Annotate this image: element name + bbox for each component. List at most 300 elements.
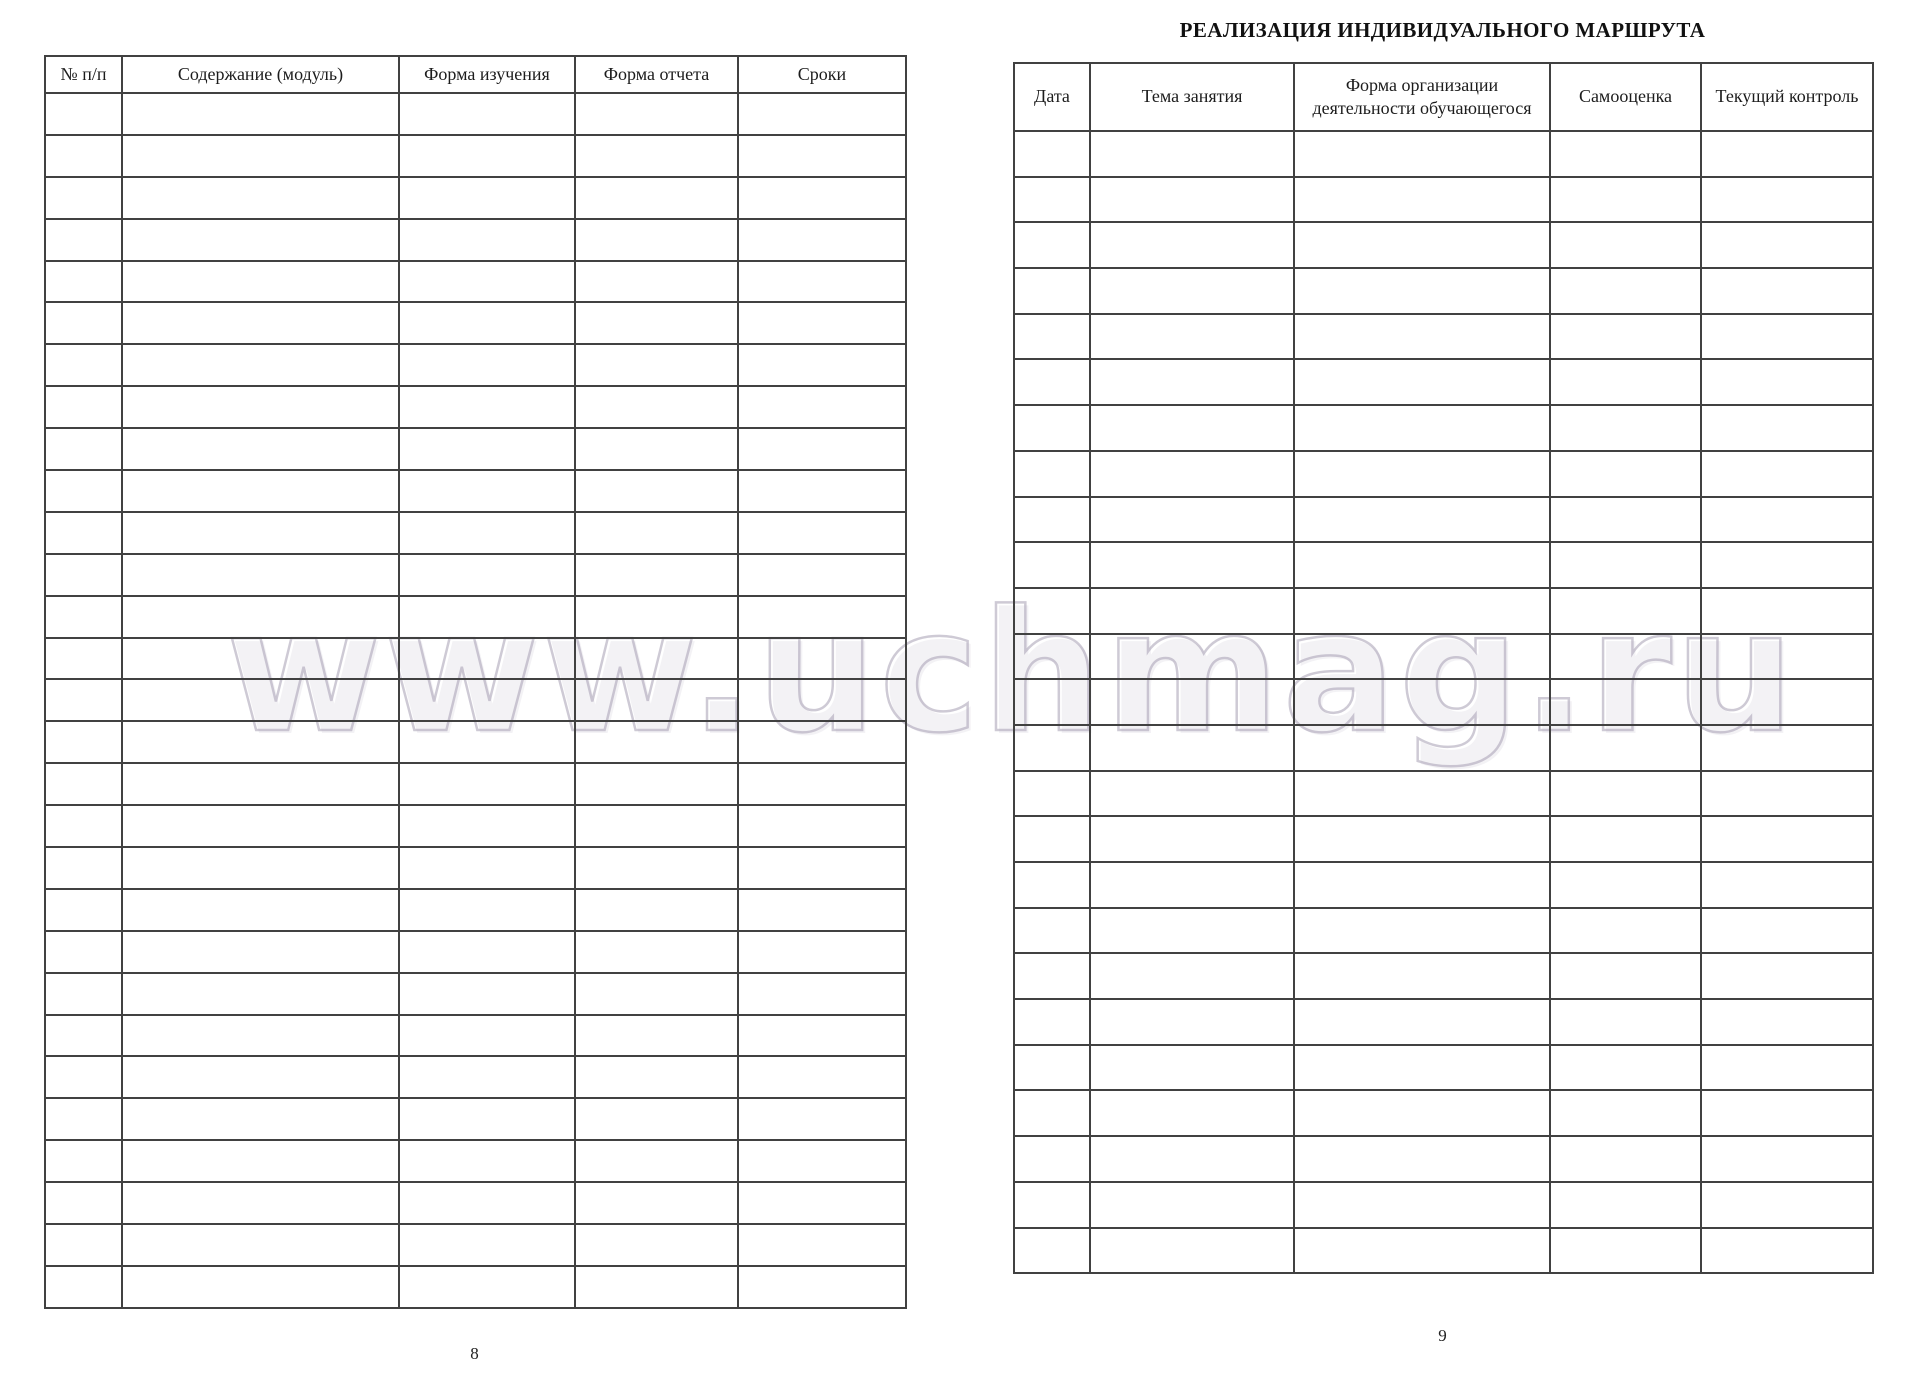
empty-cell (1701, 862, 1873, 908)
table-row (1014, 588, 1873, 634)
table-row (1014, 1182, 1873, 1228)
empty-cell (399, 135, 575, 177)
empty-cell (45, 931, 122, 973)
table-row (1014, 451, 1873, 497)
table-row (45, 847, 906, 889)
empty-cell (1550, 131, 1701, 177)
empty-cell (122, 428, 399, 470)
empty-cell (399, 93, 575, 135)
empty-cell (45, 1224, 122, 1266)
empty-cell (575, 805, 738, 847)
column-header-lesson-topic: Тема занятия (1090, 63, 1294, 131)
empty-cell (399, 1098, 575, 1140)
empty-cell (575, 1266, 738, 1308)
table-row (45, 302, 906, 344)
empty-cell (738, 177, 906, 219)
empty-cell (1550, 268, 1701, 314)
empty-cell (1090, 222, 1294, 268)
empty-cell (1550, 634, 1701, 680)
empty-cell (1090, 497, 1294, 543)
empty-cell (1701, 771, 1873, 817)
empty-cell (575, 177, 738, 219)
table-row (1014, 131, 1873, 177)
empty-cell (1550, 1045, 1701, 1091)
uchmag-watermark: www.uchmag.ru (226, 574, 1798, 770)
empty-cell (1090, 359, 1294, 405)
empty-cell (45, 554, 122, 596)
empty-cell (45, 470, 122, 512)
empty-cell (399, 721, 575, 763)
table-row (1014, 1090, 1873, 1136)
empty-cell (1701, 222, 1873, 268)
table-row (1014, 999, 1873, 1045)
empty-cell (1550, 725, 1701, 771)
empty-cell (1550, 862, 1701, 908)
empty-cell (738, 1015, 906, 1057)
empty-cell (399, 1140, 575, 1182)
empty-cell (1014, 1136, 1090, 1182)
empty-cell (1014, 588, 1090, 634)
empty-cell (399, 177, 575, 219)
empty-cell (1701, 1136, 1873, 1182)
empty-cell (1014, 359, 1090, 405)
empty-cell (738, 512, 906, 554)
empty-cell (1090, 862, 1294, 908)
empty-cell (122, 1015, 399, 1057)
empty-cell (1090, 634, 1294, 680)
empty-cell (122, 93, 399, 135)
empty-cell (1294, 725, 1550, 771)
empty-cell (1294, 268, 1550, 314)
empty-cell (399, 386, 575, 428)
empty-cell (1294, 953, 1550, 999)
empty-cell (1701, 1090, 1873, 1136)
empty-cell (122, 1224, 399, 1266)
empty-cell (1701, 1045, 1873, 1091)
empty-cell (122, 596, 399, 638)
empty-cell (45, 889, 122, 931)
empty-cell (45, 219, 122, 261)
column-header-report-form: Форма отчета (575, 56, 738, 93)
empty-cell (738, 1224, 906, 1266)
column-header-study-form: Форма изучения (399, 56, 575, 93)
table-row (45, 344, 906, 386)
empty-cell (1550, 1182, 1701, 1228)
empty-cell (1701, 542, 1873, 588)
empty-cell (1550, 908, 1701, 954)
empty-cell (575, 512, 738, 554)
empty-cell (738, 1098, 906, 1140)
empty-cell (1701, 131, 1873, 177)
empty-cell (575, 1015, 738, 1057)
empty-cell (399, 931, 575, 973)
empty-cell (399, 596, 575, 638)
empty-cell (1294, 542, 1550, 588)
empty-cell (738, 386, 906, 428)
individual-route-plan-table (44, 55, 907, 1309)
empty-cell (1550, 999, 1701, 1045)
page-number-left: 8 (470, 1344, 479, 1363)
empty-cell (1701, 497, 1873, 543)
table-row (1014, 405, 1873, 451)
empty-cell (122, 219, 399, 261)
table-row (45, 1266, 906, 1308)
empty-cell (1014, 497, 1090, 543)
empty-cell (45, 302, 122, 344)
empty-cell (575, 219, 738, 261)
empty-cell (45, 596, 122, 638)
table-row (45, 889, 906, 931)
empty-cell (1294, 131, 1550, 177)
empty-cell (1090, 953, 1294, 999)
empty-cell (1701, 816, 1873, 862)
empty-cell (738, 805, 906, 847)
empty-cell (1701, 588, 1873, 634)
empty-cell (738, 470, 906, 512)
empty-cell (399, 1266, 575, 1308)
empty-cell (738, 1182, 906, 1224)
header-row (45, 56, 906, 93)
empty-cell (1294, 908, 1550, 954)
empty-cell (122, 847, 399, 889)
table-row (45, 512, 906, 554)
empty-cell (1014, 177, 1090, 223)
empty-cell (399, 344, 575, 386)
empty-cell (122, 302, 399, 344)
empty-cell (399, 638, 575, 680)
empty-cell (575, 1056, 738, 1098)
empty-cell (738, 1140, 906, 1182)
table-row (1014, 862, 1873, 908)
empty-cell (575, 847, 738, 889)
empty-cell (45, 973, 122, 1015)
empty-cell (1014, 634, 1090, 680)
empty-cell (738, 721, 906, 763)
empty-cell (1701, 359, 1873, 405)
empty-cell (1550, 359, 1701, 405)
empty-cell (122, 470, 399, 512)
empty-cell (1294, 771, 1550, 817)
table-row (45, 470, 906, 512)
empty-cell (1014, 999, 1090, 1045)
empty-cell (738, 931, 906, 973)
table-row (1014, 771, 1873, 817)
table-row (45, 1015, 906, 1057)
empty-cell (1014, 679, 1090, 725)
empty-cell (1014, 816, 1090, 862)
table-row (1014, 177, 1873, 223)
empty-cell (45, 344, 122, 386)
empty-cell (1014, 542, 1090, 588)
empty-cell (575, 386, 738, 428)
empty-cell (45, 1098, 122, 1140)
empty-cell (399, 973, 575, 1015)
table-row (45, 1182, 906, 1224)
empty-cell (738, 973, 906, 1015)
empty-cell (1294, 497, 1550, 543)
empty-cell (575, 554, 738, 596)
empty-cell (399, 554, 575, 596)
empty-cell (575, 428, 738, 470)
empty-cell (1701, 177, 1873, 223)
empty-cell (1550, 177, 1701, 223)
empty-cell (1014, 1228, 1090, 1274)
empty-cell (1294, 634, 1550, 680)
table-row (1014, 816, 1873, 862)
empty-cell (45, 1056, 122, 1098)
empty-cell (122, 1056, 399, 1098)
empty-cell (45, 1140, 122, 1182)
empty-cell (1294, 1045, 1550, 1091)
table-row (1014, 725, 1873, 771)
empty-cell (45, 805, 122, 847)
empty-cell (1014, 451, 1090, 497)
route-realization-table (1013, 62, 1874, 1274)
table-row (45, 763, 906, 805)
empty-cell (1014, 771, 1090, 817)
empty-cell (45, 512, 122, 554)
empty-cell (575, 721, 738, 763)
empty-cell (1701, 999, 1873, 1045)
empty-cell (1090, 588, 1294, 634)
empty-cell (399, 512, 575, 554)
empty-cell (1014, 1045, 1090, 1091)
right-table-header (1014, 63, 1873, 131)
empty-cell (45, 1266, 122, 1308)
empty-cell (1090, 1090, 1294, 1136)
empty-cell (1701, 405, 1873, 451)
empty-cell (1701, 451, 1873, 497)
empty-cell (399, 805, 575, 847)
table-row (45, 219, 906, 261)
empty-cell (399, 1056, 575, 1098)
column-header-current-check: Текущий контроль (1701, 63, 1873, 131)
column-header-organization: Форма организации деятельности обучающегося (1294, 63, 1550, 131)
empty-cell (738, 1056, 906, 1098)
empty-cell (122, 135, 399, 177)
empty-cell (1294, 588, 1550, 634)
table-row (1014, 953, 1873, 999)
empty-cell (1294, 1136, 1550, 1182)
empty-cell (1701, 1182, 1873, 1228)
empty-cell (122, 344, 399, 386)
empty-cell (1090, 542, 1294, 588)
empty-cell (45, 177, 122, 219)
empty-cell (45, 638, 122, 680)
empty-cell (1701, 953, 1873, 999)
empty-cell (1294, 222, 1550, 268)
empty-cell (1294, 451, 1550, 497)
column-header-self-rating: Самооценка (1550, 63, 1701, 131)
table-row (45, 386, 906, 428)
page-number-right: 9 (1438, 1326, 1447, 1345)
table-row (1014, 268, 1873, 314)
empty-cell (399, 1015, 575, 1057)
empty-cell (575, 470, 738, 512)
header-row (1014, 63, 1873, 131)
empty-cell (1550, 405, 1701, 451)
empty-cell (575, 302, 738, 344)
empty-cell (738, 135, 906, 177)
table-row (45, 428, 906, 470)
empty-cell (1550, 314, 1701, 360)
table-row (45, 93, 906, 135)
left-table-header (45, 56, 906, 93)
empty-cell (1701, 1228, 1873, 1274)
left-table-body (45, 93, 906, 1308)
empty-cell (738, 302, 906, 344)
empty-cell (575, 135, 738, 177)
empty-cell (1550, 222, 1701, 268)
table-row (45, 177, 906, 219)
empty-cell (399, 302, 575, 344)
empty-cell (399, 1182, 575, 1224)
empty-cell (738, 93, 906, 135)
empty-cell (1550, 497, 1701, 543)
empty-cell (575, 1182, 738, 1224)
empty-cell (122, 763, 399, 805)
empty-cell (1090, 679, 1294, 725)
table-row (45, 721, 906, 763)
table-row (45, 679, 906, 721)
empty-cell (45, 261, 122, 303)
table-row (1014, 679, 1873, 725)
empty-cell (1090, 314, 1294, 360)
empty-cell (1090, 268, 1294, 314)
empty-cell (122, 679, 399, 721)
table-row (45, 1140, 906, 1182)
empty-cell (122, 554, 399, 596)
empty-cell (1550, 451, 1701, 497)
table-row (45, 554, 906, 596)
table-row (45, 931, 906, 973)
empty-cell (1701, 634, 1873, 680)
table-row (45, 1224, 906, 1266)
empty-cell (122, 1182, 399, 1224)
empty-cell (399, 261, 575, 303)
empty-cell (45, 386, 122, 428)
empty-cell (1550, 1136, 1701, 1182)
empty-cell (45, 763, 122, 805)
empty-cell (1090, 908, 1294, 954)
empty-cell (1090, 1136, 1294, 1182)
empty-cell (1550, 816, 1701, 862)
empty-cell (399, 847, 575, 889)
empty-cell (738, 847, 906, 889)
empty-cell (575, 1224, 738, 1266)
empty-cell (1090, 177, 1294, 223)
empty-cell (1090, 405, 1294, 451)
table-row (45, 1056, 906, 1098)
empty-cell (1701, 314, 1873, 360)
empty-cell (45, 1015, 122, 1057)
table-row (1014, 1228, 1873, 1274)
empty-cell (399, 889, 575, 931)
empty-cell (1294, 1228, 1550, 1274)
empty-cell (1014, 725, 1090, 771)
empty-cell (1294, 1090, 1550, 1136)
empty-cell (1701, 725, 1873, 771)
empty-cell (738, 1266, 906, 1308)
empty-cell (122, 931, 399, 973)
right-table-body (1014, 131, 1873, 1273)
empty-cell (738, 763, 906, 805)
empty-cell (575, 679, 738, 721)
table-row (1014, 222, 1873, 268)
table-row (1014, 497, 1873, 543)
empty-cell (1550, 953, 1701, 999)
empty-cell (738, 596, 906, 638)
empty-cell (1014, 222, 1090, 268)
empty-cell (738, 261, 906, 303)
empty-cell (1014, 1182, 1090, 1228)
empty-cell (738, 679, 906, 721)
empty-cell (1090, 999, 1294, 1045)
empty-cell (45, 1182, 122, 1224)
table-row (45, 805, 906, 847)
empty-cell (575, 763, 738, 805)
empty-cell (1294, 862, 1550, 908)
empty-cell (122, 177, 399, 219)
empty-cell (575, 1140, 738, 1182)
empty-cell (738, 219, 906, 261)
table-row (1014, 359, 1873, 405)
empty-cell (122, 889, 399, 931)
table-row (45, 135, 906, 177)
table-row (45, 638, 906, 680)
empty-cell (399, 219, 575, 261)
empty-cell (1014, 405, 1090, 451)
empty-cell (1701, 908, 1873, 954)
empty-cell (1550, 771, 1701, 817)
empty-cell (1014, 314, 1090, 360)
empty-cell (738, 638, 906, 680)
page-title: РЕАЛИЗАЦИЯ ИНДИВИДУАЛЬНОГО МАРШРУТА (1179, 18, 1706, 42)
empty-cell (1014, 131, 1090, 177)
empty-cell (1014, 953, 1090, 999)
table-row (1014, 314, 1873, 360)
empty-cell (45, 847, 122, 889)
empty-cell (1294, 359, 1550, 405)
empty-cell (1090, 131, 1294, 177)
column-header-deadlines: Сроки (738, 56, 906, 93)
empty-cell (45, 135, 122, 177)
empty-cell (122, 805, 399, 847)
empty-cell (575, 1098, 738, 1140)
empty-cell (122, 512, 399, 554)
empty-cell (1550, 588, 1701, 634)
empty-cell (1294, 999, 1550, 1045)
empty-cell (1294, 177, 1550, 223)
empty-cell (122, 638, 399, 680)
empty-cell (399, 1224, 575, 1266)
empty-cell (1294, 1182, 1550, 1228)
empty-cell (399, 679, 575, 721)
empty-cell (1090, 771, 1294, 817)
empty-cell (738, 889, 906, 931)
empty-cell (1550, 1090, 1701, 1136)
empty-cell (1014, 1090, 1090, 1136)
empty-cell (1090, 1228, 1294, 1274)
empty-cell (575, 973, 738, 1015)
empty-cell (122, 386, 399, 428)
empty-cell (738, 344, 906, 386)
empty-cell (575, 931, 738, 973)
empty-cell (738, 428, 906, 470)
empty-cell (399, 428, 575, 470)
empty-cell (122, 973, 399, 1015)
empty-cell (1014, 908, 1090, 954)
